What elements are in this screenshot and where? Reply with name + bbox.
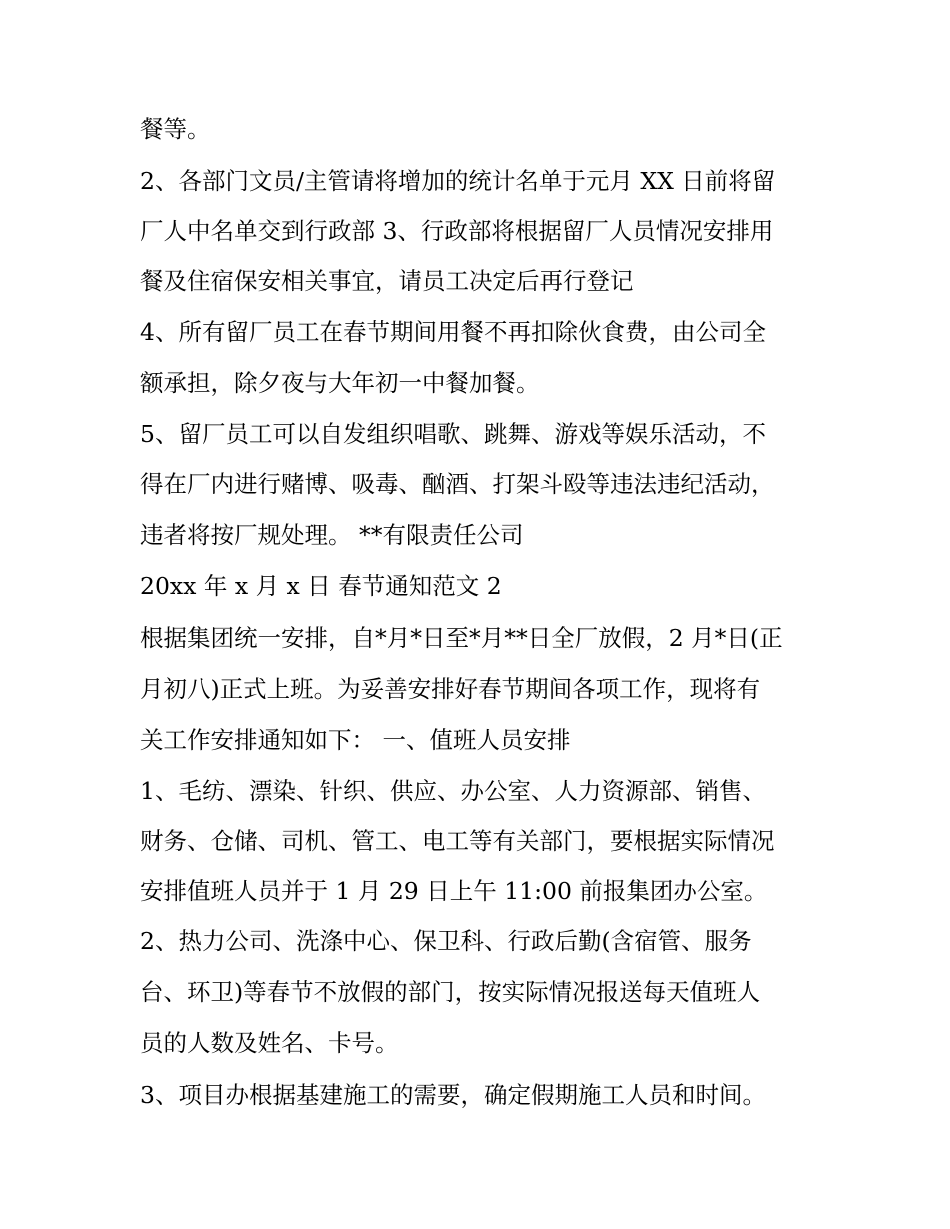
text-line: 4、所有留厂员工在春节期间用餐不再扣除伙食费，由公司全 bbox=[140, 318, 766, 346]
text-line: 财务、仓储、司机、管工、电工等有关部门，要根据实际情况 bbox=[140, 827, 775, 855]
document-heading: 20xx 年 x 月 x 日 春节通知范文 2 bbox=[140, 572, 502, 600]
text-line: 关工作安排通知如下： 一、值班人员安排 bbox=[140, 726, 571, 754]
text-line: 额承担，除夕夜与大年初一中餐加餐。 bbox=[140, 369, 540, 397]
text-line: 1、毛纺、漂染、针织、供应、办公室、人力资源部、销售、 bbox=[140, 777, 766, 805]
text-line: 得在厂内进行赌博、吸毒、酗酒、打架斗殴等违法违纪活动， bbox=[140, 470, 775, 498]
text-line: 餐等。 bbox=[140, 115, 211, 143]
text-line: 员的人数及姓名、卡号。 bbox=[140, 1029, 399, 1057]
text-line: 月初八)正式上班。为妥善安排好春节期间各项工作，现将有 bbox=[140, 675, 761, 703]
text-line: 厂人中名单交到行政部 3、行政部将根据留厂人员情况安排用 bbox=[140, 217, 774, 245]
text-line: 2、各部门文员/主管请将增加的统计名单于元月 XX 日前将留 bbox=[140, 167, 776, 195]
text-line: 5、留厂员工可以自发组织唱歌、跳舞、游戏等娱乐活动，不 bbox=[140, 420, 766, 448]
text-line: 3、项目办根据基建施工的需要，确定假期施工人员和时间。 bbox=[140, 1081, 766, 1109]
text-line: 根据集团统一安排，自*月*日至*月**日全厂放假，2 月*日(正 bbox=[140, 624, 783, 652]
text-line: 2、热力公司、洗涤中心、保卫科、行政后勤(含宿管、服务 bbox=[140, 927, 752, 955]
text-line: 违者将按厂规处理。 **有限责任公司 bbox=[140, 521, 524, 549]
text-line: 餐及住宿保安相关事宜，请员工决定后再行登记 bbox=[140, 267, 634, 295]
text-line: 台、环卫)等春节不放假的部门，按实际情况报送每天值班人 bbox=[140, 978, 761, 1006]
text-line: 安排值班人员并于 1 月 29 日上午 11:00 前报集团办公室。 bbox=[140, 877, 768, 905]
